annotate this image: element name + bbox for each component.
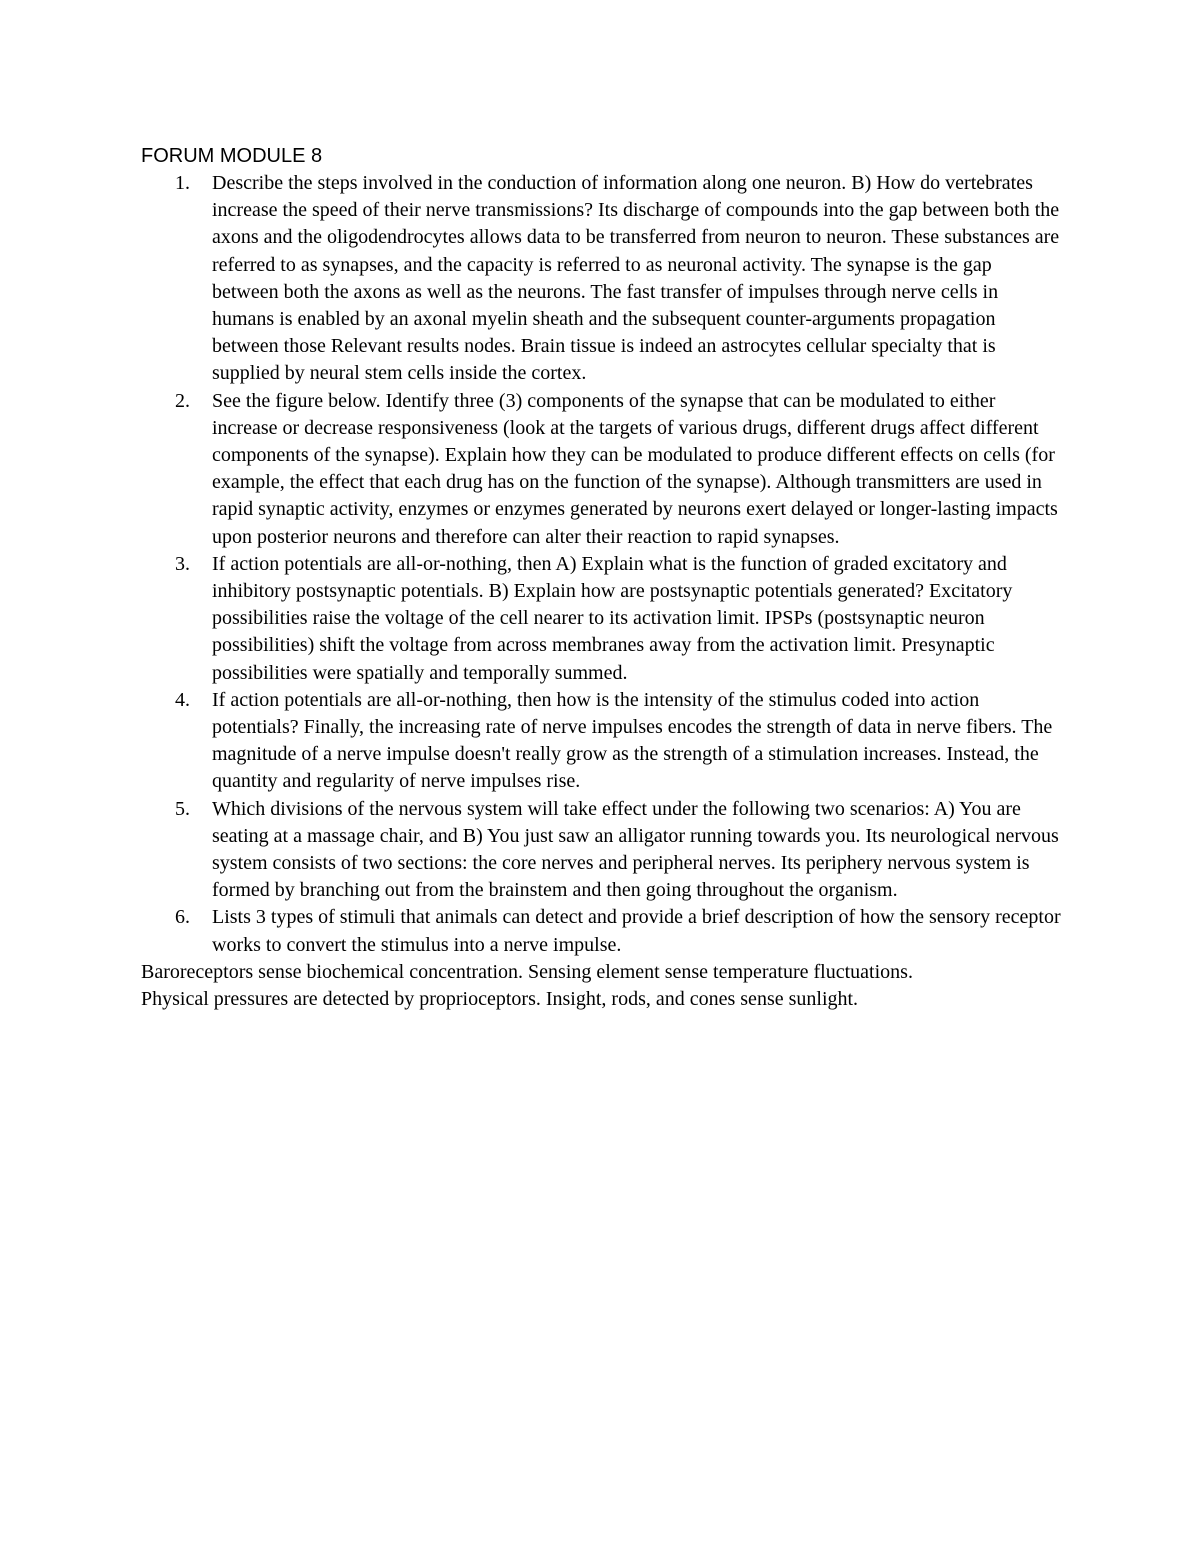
closing-paragraph xyxy=(141,959,1061,1013)
question-item xyxy=(141,551,1061,687)
question-item xyxy=(141,687,1061,796)
question-text: If action potentials are all-or-nothing, then how is the intensity of the stimulus coded into action potentials? Finally, the increasing rate of nerve impulses encodes the strength of data in nerve fibers. The magnitude of a nerve impulse doesn't really grow as the strength of a stimulation increases. Instead, the quantity and regularity of nerve impulses rise. xyxy=(212,688,1053,793)
question-number: 5. xyxy=(175,797,190,820)
question-item xyxy=(141,904,1061,958)
question-number: 3. xyxy=(175,552,190,575)
closing-line: Physical pressures are detected by proprioceptors. Insight, rods, and cones sense sunlight. xyxy=(141,988,859,1011)
question-item xyxy=(141,170,1061,388)
closing-line: Baroreceptors sense biochemical concentration. Sensing element sense temperature fluctuations. xyxy=(141,960,913,983)
question-text: Describe the steps involved in the conduction of information along one neuron. B) How do vertebrates increase the speed of their nerve transmissions? Its discharge of compounds into the gap between both the axons and the oligodendrocytes allows data to be transferred from neuron to neuron. These substances are referred to as synapses, and the capacity is referred to as neuronal activity. The synapse is the gap between both the axons as well as the neurons. The fast transfer of impulses through nerve cells in humans is enabled by an axonal myelin sheath and the subsequent counter-arguments propagation between those Relevant results nodes. Brain tissue is indeed an astrocytes cellular specialty that is supplied by neural stem cells inside the cortex. xyxy=(212,172,1060,385)
question-number: 6. xyxy=(175,906,190,929)
question-list xyxy=(141,170,1061,959)
question-item xyxy=(141,388,1061,551)
question-item xyxy=(141,796,1061,905)
question-number: 1. xyxy=(175,172,190,194)
question-text: See the figure below. Identify three (3) components of the synapse that can be modulated to either increase or decrease responsiveness (look at the targets of various drugs, different drugs affect different components of the synapse). Explain how they can be modulated to produce different effects on cells (for example, the effect that each drug has on the function of the synapse). Although transmitters are used in rapid synaptic activity, enzymes or enzymes generated by neurons exert delayed or longer-lasting impacts upon posterior neurons and therefore can alter their reaction to rapid synapses. xyxy=(212,389,1058,548)
document-title: FORUM MODULE 8 xyxy=(141,145,323,167)
question-text: If action potentials are all-or-nothing, then A) Explain what is the function of graded excitatory and inhibitory postsynaptic potentials. B) Explain how are postsynaptic potentials generated? Excitatory possibilities raise the voltage of the cell nearer to its activation limit. IPSPs (postsynaptic neuron possibilities) shift the voltage from across membranes away from the activation limit. Presynaptic possibilities were spatially and temporally summed. xyxy=(212,552,1013,684)
question-text: Lists 3 types of stimuli that animals can detect and provide a brief description of how the sensory receptor works to convert the stimulus into a nerve impulse. xyxy=(212,906,1061,956)
document-page xyxy=(141,143,1061,1013)
question-number: 2. xyxy=(175,389,190,412)
question-text: Which divisions of the nervous system will take effect under the following two scenarios: A) You are seating at a massage chair, and B) You just saw an alligator running towards you. Its neurological nervous system consists of two sections: the core nerves and peripheral nerves. Its periphery nervous system is formed by branching out from the brainstem and then going throughout the organism. xyxy=(212,797,1059,902)
question-number: 4. xyxy=(175,688,190,711)
